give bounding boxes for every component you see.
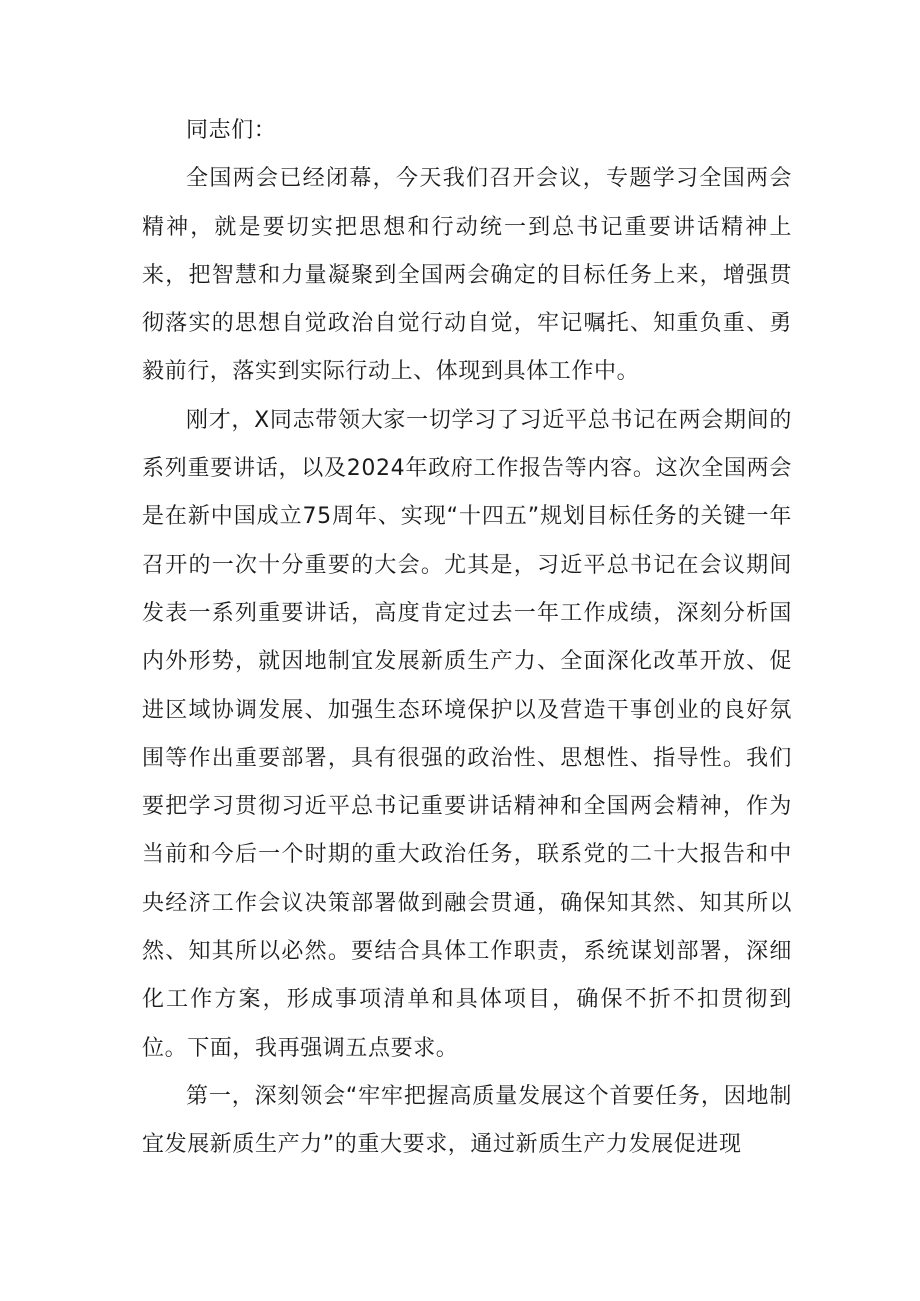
paragraph-2: 刚才，X同志带领大家一切学习了习近平总书记在两会期间的系列重要讲话，以及2024年政府工作报告等内容。这次全国两会是在新中国成立75周年、实现“十四五”规划目标任务的关键一年召开的一次十分重要的大会。尤其是，习近平总书记在会议期间发表一系列重要讲话，高度肯定过去一年工作成绩，深刻分析国内外形势，就因地制宜发展新质生产力、全面深化改革开放、促进区域协调发展、加强生态环境保护以及营造干事创业的良好氛围等作出重要部署，具有很强的政治性、思想性、指导性。我们要把学习贯彻习近平总书记重要讲话精神和全国两会精神，作为当前和今后一个时期的重大政治任务，联系党的二十大报告和中央经济工作会议决策部署做到融会贯通，确保知其然、知其所以然、知其所以必然。要结合具体工作职责，系统谋划部署，深细化工作方案，形成事项清单和具体项目，确保不折不扣贯彻到位。下面，我再强调五点要求。 <box>142 407 792 1061</box>
paragraph-3: 第一，深刻领会“牢牢把握高质量发展这个首要任务，因地制宜发展新质生产力”的重大要求，通过新质生产力发展促进现 <box>142 1083 792 1158</box>
paragraph-1: 全国两会已经闭幕，今天我们召开会议，专题学习全国两会精神，就是要切实把思想和行动统一到总书记重要讲话精神上来，把智慧和力量凝聚到全国两会确定的目标任务上来，增强贯彻落实的思想自觉政治自觉行动自觉，牢记嘱托、知重负重、勇毅前行，落实到实际行动上、体现到具体工作中。 <box>142 166 792 385</box>
salutation: 同志们： <box>186 118 277 143</box>
document-body <box>142 107 792 1170</box>
